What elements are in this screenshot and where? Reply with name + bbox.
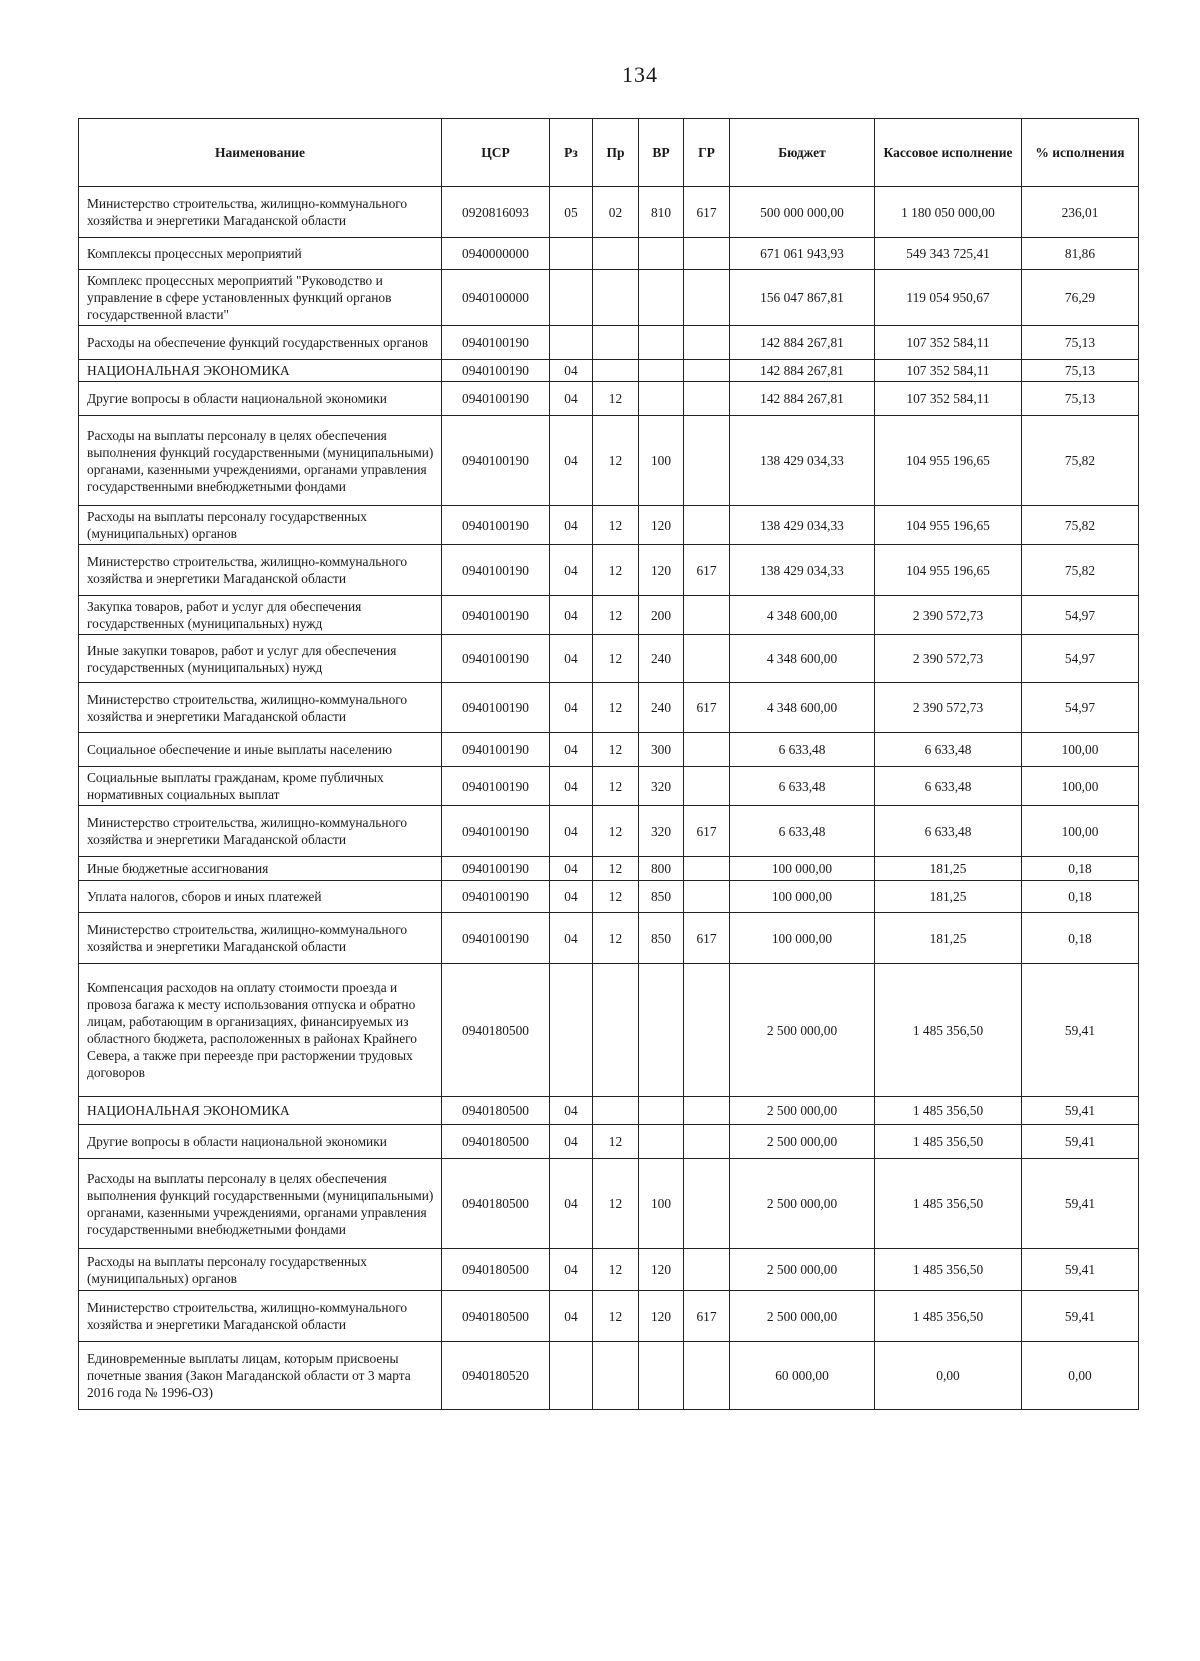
cell-rz: 05	[550, 187, 593, 238]
cell-percent: 0,18	[1022, 913, 1139, 964]
cell-budget: 2 500 000,00	[730, 1249, 875, 1291]
cell-pr: 12	[593, 416, 639, 506]
cell-name: Комплексы процессных мероприятий	[79, 238, 442, 270]
table-row	[79, 806, 1139, 857]
cell-gr	[684, 733, 730, 767]
cell-csr: 0920816093	[442, 187, 550, 238]
cell-csr: 0940180500	[442, 1291, 550, 1342]
cell-csr: 0940100190	[442, 806, 550, 857]
cell-percent: 0,18	[1022, 857, 1139, 881]
cell-name: Социальные выплаты гражданам, кроме публичных нормативных социальных выплат	[79, 767, 442, 806]
cell-csr: 0940180500	[442, 1097, 550, 1125]
cell-pr: 12	[593, 382, 639, 416]
cell-percent: 59,41	[1022, 1125, 1139, 1159]
cell-rz: 04	[550, 360, 593, 382]
table-row	[79, 881, 1139, 913]
cell-gr	[684, 360, 730, 382]
page-number: 134	[622, 62, 658, 87]
cell-budget: 142 884 267,81	[730, 382, 875, 416]
cell-budget: 100 000,00	[730, 857, 875, 881]
cell-cash: 107 352 584,11	[875, 326, 1022, 360]
cell-gr	[684, 596, 730, 635]
cell-vr	[639, 1342, 684, 1410]
cell-cash: 104 955 196,65	[875, 416, 1022, 506]
table-row	[79, 506, 1139, 545]
header-pr: Пр	[593, 119, 639, 187]
cell-gr: 617	[684, 683, 730, 733]
cell-cash: 6 633,48	[875, 767, 1022, 806]
cell-percent: 236,01	[1022, 187, 1139, 238]
cell-csr: 0940100000	[442, 270, 550, 326]
cell-budget: 6 633,48	[730, 806, 875, 857]
cell-cash: 1 485 356,50	[875, 1159, 1022, 1249]
cell-budget: 6 633,48	[730, 767, 875, 806]
cell-rz: 04	[550, 545, 593, 596]
cell-vr	[639, 360, 684, 382]
cell-cash: 2 390 572,73	[875, 635, 1022, 683]
cell-cash: 1 180 050 000,00	[875, 187, 1022, 238]
cell-pr	[593, 360, 639, 382]
cell-gr	[684, 270, 730, 326]
cell-budget: 142 884 267,81	[730, 360, 875, 382]
cell-gr	[684, 1159, 730, 1249]
cell-cash: 181,25	[875, 857, 1022, 881]
cell-pr	[593, 326, 639, 360]
cell-budget: 138 429 034,33	[730, 416, 875, 506]
cell-vr: 810	[639, 187, 684, 238]
cell-csr: 0940100190	[442, 596, 550, 635]
cell-percent: 76,29	[1022, 270, 1139, 326]
cell-percent: 54,97	[1022, 596, 1139, 635]
cell-cash: 104 955 196,65	[875, 506, 1022, 545]
table-body	[79, 187, 1139, 1410]
cell-gr: 617	[684, 1291, 730, 1342]
cell-percent: 75,82	[1022, 506, 1139, 545]
cell-vr: 320	[639, 767, 684, 806]
cell-name: Другие вопросы в области национальной экономики	[79, 1125, 442, 1159]
cell-vr	[639, 1097, 684, 1125]
cell-name: Другие вопросы в области национальной экономики	[79, 382, 442, 416]
table-row	[79, 187, 1139, 238]
cell-cash: 2 390 572,73	[875, 596, 1022, 635]
cell-csr: 0940100190	[442, 767, 550, 806]
cell-gr	[684, 326, 730, 360]
cell-vr: 120	[639, 545, 684, 596]
cell-percent: 100,00	[1022, 806, 1139, 857]
cell-pr	[593, 1097, 639, 1125]
cell-percent: 75,82	[1022, 416, 1139, 506]
cell-cash: 6 633,48	[875, 806, 1022, 857]
cell-vr: 300	[639, 733, 684, 767]
cell-vr: 120	[639, 1291, 684, 1342]
cell-vr	[639, 382, 684, 416]
cell-csr: 0940100190	[442, 326, 550, 360]
cell-percent: 59,41	[1022, 1097, 1139, 1125]
cell-name: Социальное обеспечение и иные выплаты населению	[79, 733, 442, 767]
cell-budget: 6 633,48	[730, 733, 875, 767]
cell-rz: 04	[550, 767, 593, 806]
cell-cash: 181,25	[875, 913, 1022, 964]
cell-cash: 1 485 356,50	[875, 1291, 1022, 1342]
cell-gr	[684, 635, 730, 683]
cell-rz: 04	[550, 733, 593, 767]
cell-vr: 320	[639, 806, 684, 857]
cell-budget: 2 500 000,00	[730, 964, 875, 1097]
cell-percent: 75,82	[1022, 545, 1139, 596]
cell-name: НАЦИОНАЛЬНАЯ ЭКОНОМИКА	[79, 1097, 442, 1125]
table-row	[79, 683, 1139, 733]
cell-percent: 75,13	[1022, 326, 1139, 360]
cell-csr: 0940100190	[442, 545, 550, 596]
cell-pr: 12	[593, 506, 639, 545]
header-vr: ВР	[639, 119, 684, 187]
cell-gr: 617	[684, 913, 730, 964]
cell-csr: 0940100190	[442, 635, 550, 683]
cell-pr	[593, 238, 639, 270]
cell-gr: 617	[684, 187, 730, 238]
cell-pr: 12	[593, 857, 639, 881]
cell-pr: 02	[593, 187, 639, 238]
cell-pr: 12	[593, 683, 639, 733]
cell-budget: 138 429 034,33	[730, 545, 875, 596]
table-row	[79, 416, 1139, 506]
cell-percent: 54,97	[1022, 683, 1139, 733]
cell-csr: 0940100190	[442, 881, 550, 913]
table-row	[79, 1249, 1139, 1291]
cell-rz: 04	[550, 382, 593, 416]
cell-vr: 120	[639, 1249, 684, 1291]
cell-rz: 04	[550, 1125, 593, 1159]
cell-rz: 04	[550, 857, 593, 881]
cell-rz	[550, 238, 593, 270]
cell-pr	[593, 270, 639, 326]
cell-budget: 4 348 600,00	[730, 635, 875, 683]
budget-table	[78, 118, 1139, 1410]
cell-rz: 04	[550, 1291, 593, 1342]
table-row	[79, 767, 1139, 806]
cell-name: Иные закупки товаров, работ и услуг для обеспечения государственных (муниципальных) нужд	[79, 635, 442, 683]
cell-gr	[684, 1342, 730, 1410]
cell-gr	[684, 238, 730, 270]
cell-budget: 2 500 000,00	[730, 1097, 875, 1125]
table-row	[79, 596, 1139, 635]
header-name: Наименование	[79, 119, 442, 187]
cell-csr: 0940180500	[442, 1249, 550, 1291]
cell-cash: 107 352 584,11	[875, 382, 1022, 416]
cell-csr: 0940100190	[442, 683, 550, 733]
cell-rz	[550, 964, 593, 1097]
cell-budget: 100 000,00	[730, 913, 875, 964]
header-gr: ГР	[684, 119, 730, 187]
cell-rz: 04	[550, 913, 593, 964]
cell-gr	[684, 1097, 730, 1125]
cell-budget: 156 047 867,81	[730, 270, 875, 326]
cell-vr: 850	[639, 881, 684, 913]
table-row	[79, 1125, 1139, 1159]
cell-name: Иные бюджетные ассигнования	[79, 857, 442, 881]
cell-cash: 1 485 356,50	[875, 964, 1022, 1097]
cell-name: Расходы на обеспечение функций государственных органов	[79, 326, 442, 360]
cell-rz: 04	[550, 806, 593, 857]
cell-percent: 81,86	[1022, 238, 1139, 270]
cell-budget: 2 500 000,00	[730, 1159, 875, 1249]
cell-cash: 549 343 725,41	[875, 238, 1022, 270]
cell-gr	[684, 1249, 730, 1291]
cell-cash: 1 485 356,50	[875, 1125, 1022, 1159]
cell-pr: 12	[593, 1249, 639, 1291]
cell-pr: 12	[593, 635, 639, 683]
cell-csr: 0940000000	[442, 238, 550, 270]
cell-cash: 119 054 950,67	[875, 270, 1022, 326]
cell-vr: 200	[639, 596, 684, 635]
table-row	[79, 635, 1139, 683]
table-row	[79, 1159, 1139, 1249]
cell-gr	[684, 506, 730, 545]
cell-budget: 2 500 000,00	[730, 1291, 875, 1342]
cell-rz	[550, 326, 593, 360]
cell-percent: 59,41	[1022, 1291, 1139, 1342]
table-row	[79, 545, 1139, 596]
cell-gr: 617	[684, 545, 730, 596]
cell-pr: 12	[593, 596, 639, 635]
cell-rz	[550, 1342, 593, 1410]
cell-budget: 500 000 000,00	[730, 187, 875, 238]
cell-percent: 75,13	[1022, 382, 1139, 416]
cell-name: Расходы на выплаты персоналу в целях обеспечения выполнения функций государственными (муниципальными) органами, казенными учреждениями, органами управления государственными внебюджетными фондами	[79, 416, 442, 506]
table-header-row	[79, 119, 1139, 187]
cell-vr	[639, 964, 684, 1097]
cell-name: НАЦИОНАЛЬНАЯ ЭКОНОМИКА	[79, 360, 442, 382]
cell-pr: 12	[593, 767, 639, 806]
cell-rz: 04	[550, 683, 593, 733]
cell-name: Уплата налогов, сборов и иных платежей	[79, 881, 442, 913]
table-row	[79, 857, 1139, 881]
cell-budget: 60 000,00	[730, 1342, 875, 1410]
cell-percent: 100,00	[1022, 767, 1139, 806]
cell-gr	[684, 857, 730, 881]
cell-cash: 0,00	[875, 1342, 1022, 1410]
cell-percent: 0,18	[1022, 881, 1139, 913]
cell-gr	[684, 382, 730, 416]
cell-csr: 0940180500	[442, 1159, 550, 1249]
cell-vr: 800	[639, 857, 684, 881]
cell-vr: 240	[639, 635, 684, 683]
header-budget: Бюджет	[730, 119, 875, 187]
cell-name: Расходы на выплаты персоналу государственных (муниципальных) органов	[79, 506, 442, 545]
table-row	[79, 1097, 1139, 1125]
cell-name: Министерство строительства, жилищно-коммунального хозяйства и энергетики Магаданской области	[79, 806, 442, 857]
cell-gr	[684, 416, 730, 506]
header-percent: % исполнения	[1022, 119, 1139, 187]
header-rz: Рз	[550, 119, 593, 187]
cell-rz: 04	[550, 881, 593, 913]
table-row	[79, 270, 1139, 326]
cell-vr	[639, 326, 684, 360]
cell-name: Единовременные выплаты лицам, которым присвоены почетные звания (Закон Магаданской области от 3 марта 2016 года № 1996-ОЗ)	[79, 1342, 442, 1410]
cell-pr	[593, 1342, 639, 1410]
cell-percent: 59,41	[1022, 1159, 1139, 1249]
cell-rz: 04	[550, 596, 593, 635]
cell-vr: 850	[639, 913, 684, 964]
cell-pr: 12	[593, 913, 639, 964]
cell-name: Расходы на выплаты персоналу государственных (муниципальных) органов	[79, 1249, 442, 1291]
cell-gr: 617	[684, 806, 730, 857]
cell-budget: 100 000,00	[730, 881, 875, 913]
cell-pr: 12	[593, 545, 639, 596]
cell-csr: 0940100190	[442, 733, 550, 767]
cell-csr: 0940100190	[442, 913, 550, 964]
cell-cash: 181,25	[875, 881, 1022, 913]
cell-name: Закупка товаров, работ и услуг для обеспечения государственных (муниципальных) нужд	[79, 596, 442, 635]
cell-csr: 0940180500	[442, 964, 550, 1097]
table-row	[79, 1291, 1139, 1342]
cell-pr: 12	[593, 1291, 639, 1342]
cell-gr	[684, 767, 730, 806]
cell-vr: 100	[639, 416, 684, 506]
cell-rz: 04	[550, 1159, 593, 1249]
cell-pr	[593, 964, 639, 1097]
cell-name: Компенсация расходов на оплату стоимости проезда и провоза багажа к месту использования отпуска и обратно лицам, работающим в организациях, финансируемых из областного бюджета, расположенных в районах Крайнего Севера, а также при переезде при расторжении трудовых договоров	[79, 964, 442, 1097]
cell-csr: 0940100190	[442, 416, 550, 506]
cell-budget: 2 500 000,00	[730, 1125, 875, 1159]
cell-name: Министерство строительства, жилищно-коммунального хозяйства и энергетики Магаданской области	[79, 683, 442, 733]
cell-gr	[684, 881, 730, 913]
cell-name: Комплекс процессных мероприятий "Руководство и управление в сфере установленных функций органов государственной власти"	[79, 270, 442, 326]
cell-vr	[639, 270, 684, 326]
cell-budget: 4 348 600,00	[730, 596, 875, 635]
cell-name: Министерство строительства, жилищно-коммунального хозяйства и энергетики Магаданской области	[79, 1291, 442, 1342]
cell-budget: 142 884 267,81	[730, 326, 875, 360]
cell-rz	[550, 270, 593, 326]
cell-pr: 12	[593, 881, 639, 913]
cell-cash: 104 955 196,65	[875, 545, 1022, 596]
cell-vr	[639, 238, 684, 270]
cell-name: Министерство строительства, жилищно-коммунального хозяйства и энергетики Магаданской области	[79, 187, 442, 238]
cell-csr: 0940180500	[442, 1125, 550, 1159]
header-cash: Кассовое исполнение	[875, 119, 1022, 187]
table-row	[79, 238, 1139, 270]
cell-budget: 671 061 943,93	[730, 238, 875, 270]
cell-cash: 6 633,48	[875, 733, 1022, 767]
cell-name: Министерство строительства, жилищно-коммунального хозяйства и энергетики Магаданской области	[79, 545, 442, 596]
cell-rz: 04	[550, 1097, 593, 1125]
cell-csr: 0940100190	[442, 382, 550, 416]
cell-gr	[684, 964, 730, 1097]
cell-csr: 0940100190	[442, 506, 550, 545]
cell-pr: 12	[593, 806, 639, 857]
cell-gr	[684, 1125, 730, 1159]
cell-cash: 1 485 356,50	[875, 1097, 1022, 1125]
table-row	[79, 326, 1139, 360]
cell-cash: 2 390 572,73	[875, 683, 1022, 733]
cell-pr: 12	[593, 733, 639, 767]
cell-name: Расходы на выплаты персоналу в целях обеспечения выполнения функций государственными (муниципальными) органами, казенными учреждениями, органами управления государственными внебюджетными фондами	[79, 1159, 442, 1249]
table-row	[79, 1342, 1139, 1410]
cell-pr: 12	[593, 1159, 639, 1249]
cell-percent: 0,00	[1022, 1342, 1139, 1410]
table-row	[79, 913, 1139, 964]
table-row	[79, 360, 1139, 382]
cell-cash: 1 485 356,50	[875, 1249, 1022, 1291]
cell-vr: 100	[639, 1159, 684, 1249]
cell-rz: 04	[550, 1249, 593, 1291]
cell-percent: 100,00	[1022, 733, 1139, 767]
cell-rz: 04	[550, 635, 593, 683]
cell-csr: 0940100190	[442, 360, 550, 382]
cell-percent: 59,41	[1022, 1249, 1139, 1291]
cell-rz: 04	[550, 506, 593, 545]
cell-vr: 120	[639, 506, 684, 545]
cell-name: Министерство строительства, жилищно-коммунального хозяйства и энергетики Магаданской области	[79, 913, 442, 964]
table-row	[79, 733, 1139, 767]
table-row	[79, 382, 1139, 416]
cell-csr: 0940100190	[442, 857, 550, 881]
cell-cash: 107 352 584,11	[875, 360, 1022, 382]
cell-percent: 75,13	[1022, 360, 1139, 382]
cell-budget: 138 429 034,33	[730, 506, 875, 545]
cell-vr: 240	[639, 683, 684, 733]
cell-vr	[639, 1125, 684, 1159]
cell-pr: 12	[593, 1125, 639, 1159]
header-csr: ЦСР	[442, 119, 550, 187]
cell-budget: 4 348 600,00	[730, 683, 875, 733]
cell-percent: 59,41	[1022, 964, 1139, 1097]
table-row	[79, 964, 1139, 1097]
cell-percent: 54,97	[1022, 635, 1139, 683]
cell-rz: 04	[550, 416, 593, 506]
cell-csr: 0940180520	[442, 1342, 550, 1410]
